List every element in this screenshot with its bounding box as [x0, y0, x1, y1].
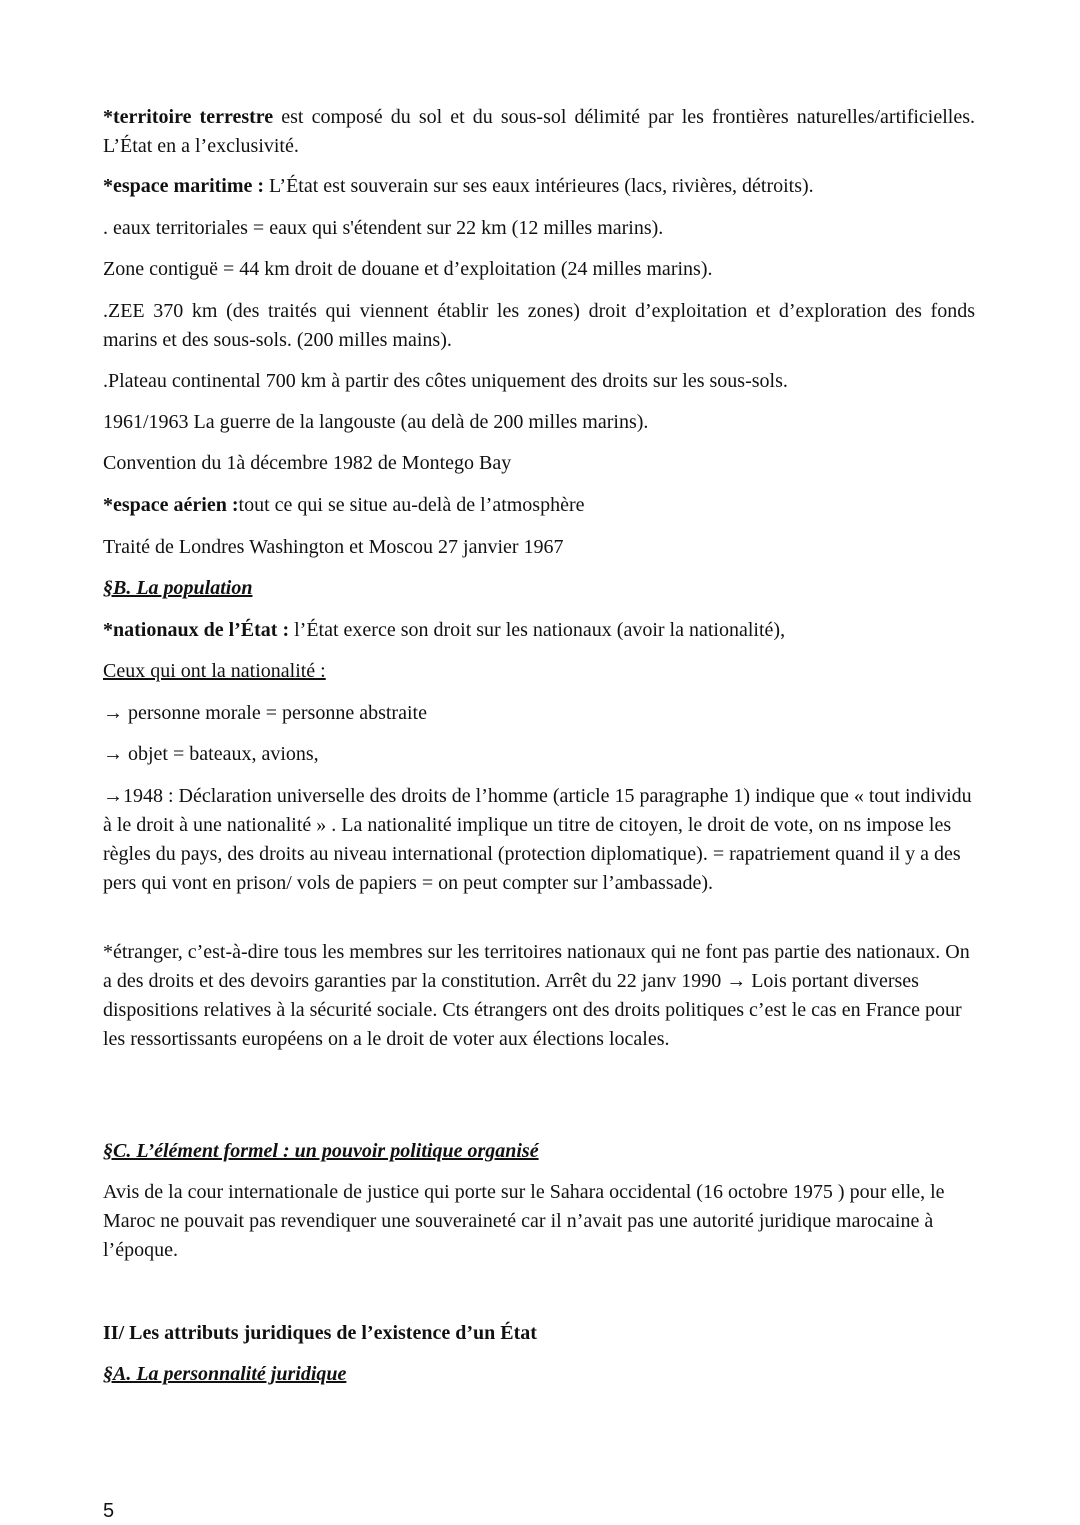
paragraph-territoire-terrestre — [103, 103, 975, 161]
paragraph-personne-morale: → personne morale = personne abstraite — [103, 702, 427, 724]
paragraph-text: tout ce qui se situe au-delà de l’atmosphère — [238, 494, 585, 516]
paragraph-text: est composé du sol et du sous-sol délimité par les frontières naturelles/artificielles. L’État en a l’exclusivité. — [103, 106, 975, 157]
term-bold: *nationaux de l’État : — [103, 619, 290, 641]
paragraph-text: l’État exerce son droit sur les nationaux (avoir la nationalité), — [289, 619, 786, 641]
paragraph-zone-contigue: Zone contiguë = 44 km droit de douane et d’exploitation (24 milles marins). — [103, 258, 713, 280]
paragraph-espace-maritime — [103, 172, 975, 201]
term-bold: *espace maritime : — [103, 175, 265, 197]
underlined-text: Ceux qui ont la nationalité : — [103, 660, 326, 682]
paragraph-plateau: .Plateau continental 700 km à partir des côtes uniquement des droits sur les sous-sols. — [103, 370, 788, 392]
page-number: 5 — [103, 1500, 115, 1522]
heading-element-formel: §C. L’élément formel : un pouvoir politique organisé — [103, 1140, 539, 1162]
paragraph-avis: Avis de la cour internationale de justice qui porte sur le Sahara occidental (16 octobre 1975 ) pour elle, le Maroc ne pouvait pas revendiquer une souveraineté car il n’avait pas une autorité juridique marocaine à l’époque. — [103, 1181, 945, 1261]
heading-personnalite-juridique: §A. La personnalité juridique — [103, 1363, 347, 1385]
paragraph-etranger: *étranger, c’est-à-dire tous les membres sur les territoires nationaux qui ne font pas partie des nationaux. On a des droits et des devoirs garanties par la constitution. Arrêt du 22 janv 1990 → Lois portant diverses dispositions relatives à la sécurité sociale. Cts étrangers ont des droits politiques c’est le cas en France pour les ressortissants européens on a le droit de voter aux élections locales. — [103, 941, 970, 1050]
paragraph-ceux-qui — [103, 657, 975, 686]
paragraph-zee: .ZEE 370 km (des traités qui viennent établir les zones) droit d’exploitation et d’exploration des fonds marins et des sous-sols. (200 milles mains). — [103, 300, 975, 351]
paragraph-espace-aerien — [103, 491, 975, 520]
paragraph-langouste: 1961/1963 La guerre de la langouste (au delà de 200 milles marins). — [103, 411, 649, 433]
heading-attributs-juridiques: II/ Les attributs juridiques de l’existence d’un État — [103, 1322, 537, 1344]
paragraph-declaration: →1948 : Déclaration universelle des droits de l’homme (article 15 paragraphe 1) indique que « tout individu à le droit à une nationalité » . La nationalité implique un titre de citoyen, le droit de vote, on ns impose les règles du pays, des droits au niveau international (protection diplomatique). = rapatriement quand il y a des pers qui vont en prison/ vols de papiers = on peut compter sur l’ambassade). — [103, 785, 972, 894]
paragraph-objet: → objet = bateaux, avions, — [103, 743, 319, 765]
paragraph-convention: Convention du 1à décembre 1982 de Montego Bay — [103, 452, 512, 474]
paragraph-traite: Traité de Londres Washington et Moscou 27 janvier 1967 — [103, 536, 564, 558]
paragraph-eaux-territoriales: . eaux territoriales = eaux qui s'étendent sur 22 km (12 milles marins). — [103, 217, 664, 239]
term-bold: *espace aérien : — [103, 494, 239, 516]
paragraph-text: L’État est souverain sur ses eaux intérieures (lacs, rivières, détroits). — [264, 175, 814, 197]
term-bold: *territoire terrestre — [103, 106, 274, 128]
paragraph-nationaux — [103, 616, 975, 645]
heading-population: §B. La population — [103, 577, 253, 599]
